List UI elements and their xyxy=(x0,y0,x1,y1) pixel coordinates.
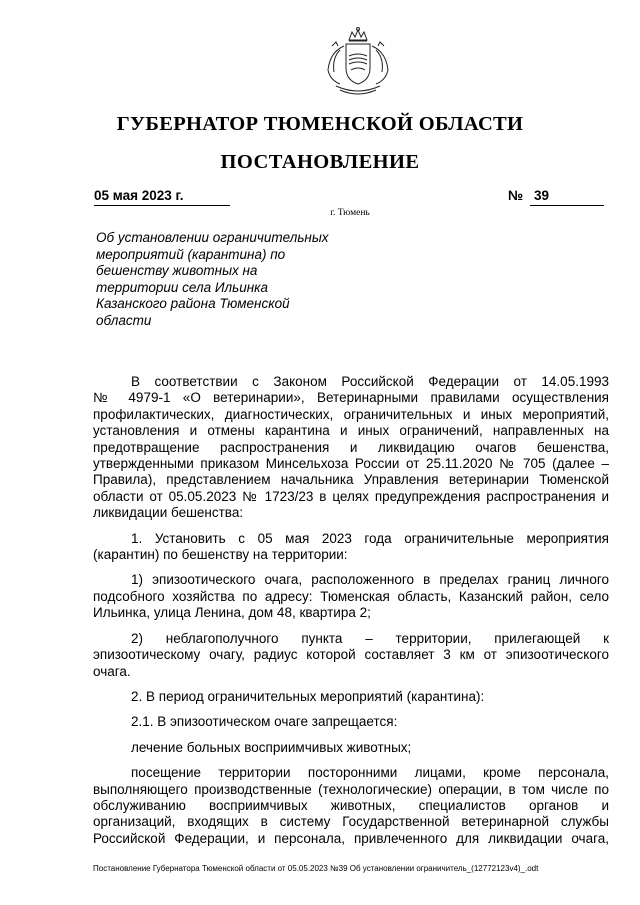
city: г. Тюмень xyxy=(330,208,370,218)
paragraph-2: 2. В период ограничительных мероприятий (карантина): xyxy=(131,688,485,704)
paragraph-preamble: В соответствии с Законом Российской Федерации от 14.05.1993 № 4979-1 «О ветеринарии», Ветеринарными правилами осуществления профилактических, диагностических, ограничительных и иных мероприятий, установления и отмены карантина и иных ограничений, направленных на предотвращение распространения и ликвидацию очагов бешенства, утвержденными приказом Минсельхоза России от 25.11.2020 № 705 (далее – Правила), представлением начальника Управления ветеринарии Тюменской области от 05.05.2023 № 1723/23 в целях предупреждения распространения и ликвидации бешенства: xyxy=(93,374,609,521)
subject-line: территории села Ильинка xyxy=(96,279,269,295)
page-footer: Постановление Губернатора Тюменской области от 05.05.2023 №39 Об установлении ограничитель_(12772123v4)_.odt xyxy=(93,864,539,873)
authority-title: ГУБЕРНАТОР ТЮМЕНСКОЙ ОБЛАСТИ xyxy=(116,113,524,135)
subject-line: области xyxy=(96,312,152,328)
paragraph-1-1: 1) эпизоотического очага, расположенного в пределах границ личного подсобного хозяйства по адресу: Тюменская область, Казанский район, село Ильинка, улица Ленина, дом 48, квартира 2; xyxy=(93,572,609,621)
paragraph-item: лечение больных восприимчивых животных; xyxy=(131,739,412,755)
document-date: 05 мая 2023 г. xyxy=(94,188,230,206)
paragraph-1-2: 2) неблагополучного пункта – территории, прилегающей к эпизоотическому очагу, радиус которой составляет 3 км от эпизоотического очага. xyxy=(93,630,609,679)
subject-line: Казанского района Тюменской xyxy=(96,296,290,311)
paragraph-1: 1. Установить с 05 мая 2023 года ограничительные мероприятия (карантин) по бешенству на территории: xyxy=(93,530,609,563)
subject-line: Об установлении ограничительных xyxy=(96,230,329,245)
subject-line: мероприятий (карантина) по xyxy=(96,246,286,262)
subject-line: бешенству животных на xyxy=(96,263,258,278)
document-body xyxy=(93,374,609,847)
paragraph-2-1: 2.1. В эпизоотическом очаге запрещается: xyxy=(131,714,398,730)
document-type: ПОСТАНОВЛЕНИЕ xyxy=(220,151,420,173)
document-subject xyxy=(96,230,356,329)
document-number: 39 xyxy=(530,188,604,206)
coat-of-arms-icon xyxy=(316,26,400,98)
number-label: № xyxy=(508,188,524,203)
paragraph-item-visit: посещение территории посторонними лицами, кроме персонала, выполняющего производственные (технологические) операции, в том числе по обслуживанию восприимчивых животных, специалистов органов и организаций, входящих в систему Государственной ветеринарной службы Российской Федерации, и персонала, привлеченного для ликвидации очага, xyxy=(93,765,609,846)
